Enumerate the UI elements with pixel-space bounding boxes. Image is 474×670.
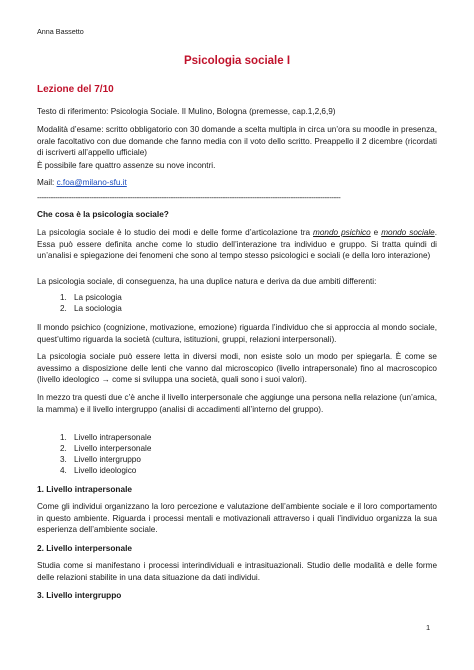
section-2-text: Studia come si manifestano i processi interindividuali e intrasituazionali. Studio delle modalità e delle forme delle relazioni stabilite in una data situazione da dati individui. [37,561,437,582]
definition-text-b: . Essa può essere definita anche come lo studio dell’interazione tra individuo e gruppo. Si tratta quindi di un’analisi e spiegazione dei fenomeni che sono al tempo stesso psicologici e sociali (e della loro interazione) [37,228,437,260]
mail-line [37,177,437,189]
reference-text: Testo di riferimento: Psicologia Sociale. Il Mulino, Bologna (premesse, cap.1,2,6,9) [37,107,336,116]
section-3-heading: 3. Livello intergruppo [37,590,122,600]
mezzo-paragraph: In mezzo tra questi due c’è anche il livello interpersonale che aggiunge una persona nella relazione (un’amica, la mamma) e il livello intergruppo (analisi di accadimenti all’interno del gruppo). [37,393,437,414]
modi-paragraph: La psicologia sociale può essere letta in diversi modi, non esiste solo un modo per spiegarla. È come se avessimo a disposizione delle lenti che vanno dal microscopico (livello intrapersonale) fino al macroscopico (livello ideologico → come si sviluppa una società, quali sono i suoi valori). [37,352,437,384]
list-item: 2. La sociologia [60,304,122,313]
list-item: 1. La psicologia [60,293,122,302]
definition-paragraph [37,227,437,262]
lesson-heading: Lezione del 7/10 [37,84,114,95]
section-2-heading: 2. Livello interpersonale [37,543,132,553]
duplice-paragraph: La psicologia sociale, di conseguenza, ha una duplice natura e deriva da due ambiti differenti: [37,277,377,286]
section-1-heading: 1. Livello intrapersonale [37,484,132,494]
list-item-label: La psicologia [74,293,122,302]
definition-text-a: La psicologia sociale è lo studio dei modi e delle forme d’articolazione tra [37,228,314,237]
section-question: Che cosa è la psicologia sociale? [37,209,169,219]
mondi-paragraph: Il mondo psichico (cognizione, motivazione, emozione) riguarda l’individuo che si approccia al mondo sociale, quest’ultimo riguarda la società (cultura, istituzioni, gruppi, relazioni interpersonali). [37,323,437,344]
absences-info: È possibile fare quattro assenze su nove incontri. [37,161,216,170]
list-item: 4. Livello ideologico [60,466,137,475]
separator-line: -------------------------------------------------------------------------------------------------------------------------------------- [37,193,341,202]
list-item-label: Livello interpersonale [74,444,152,453]
list-item-label: Livello intergruppo [74,455,141,464]
mondo-psichico-term: mondo psichico [313,228,371,237]
document-title: Psicologia sociale I [183,55,291,67]
list-item-label: Livello intrapersonale [74,433,152,442]
list-item: 3. Livello intergruppo [60,455,141,464]
header-author: Anna Bassetto [37,27,84,36]
section-1-text: Come gli individui organizzano la loro percezione e valutazione dell’ambiente sociale e il loro comportamento in questo ambiente. Riguarda i processi mentali e motivazionali attraverso i quali l’individuo organizza la sua esperienza dell’ambiente sociale. [37,502,437,534]
list-item-label: La sociologia [74,304,122,313]
exam-info: Modalità d’esame: scritto obbligatorio con 30 domande a scelta multipla in circa un’ora su moodle in presenza, orale facoltativo con due domande che fanno media con il voto dello scritto. Preappello il 2 dicembre (ricordati di iscriverti all’appello ufficiale) [37,125,437,157]
mail-label: Mail: [37,178,57,187]
mondo-sociale-term: mondo sociale [381,228,435,237]
list-item-label: Livello ideologico [74,466,137,475]
page-number: 1 [426,623,431,632]
definition-text-e: e [370,228,382,237]
mail-link[interactable]: c.foa@milano-sfu.it [56,178,127,187]
list-item: 2. Livello interpersonale [60,444,152,453]
list-item: 1. Livello intrapersonale [60,433,152,442]
